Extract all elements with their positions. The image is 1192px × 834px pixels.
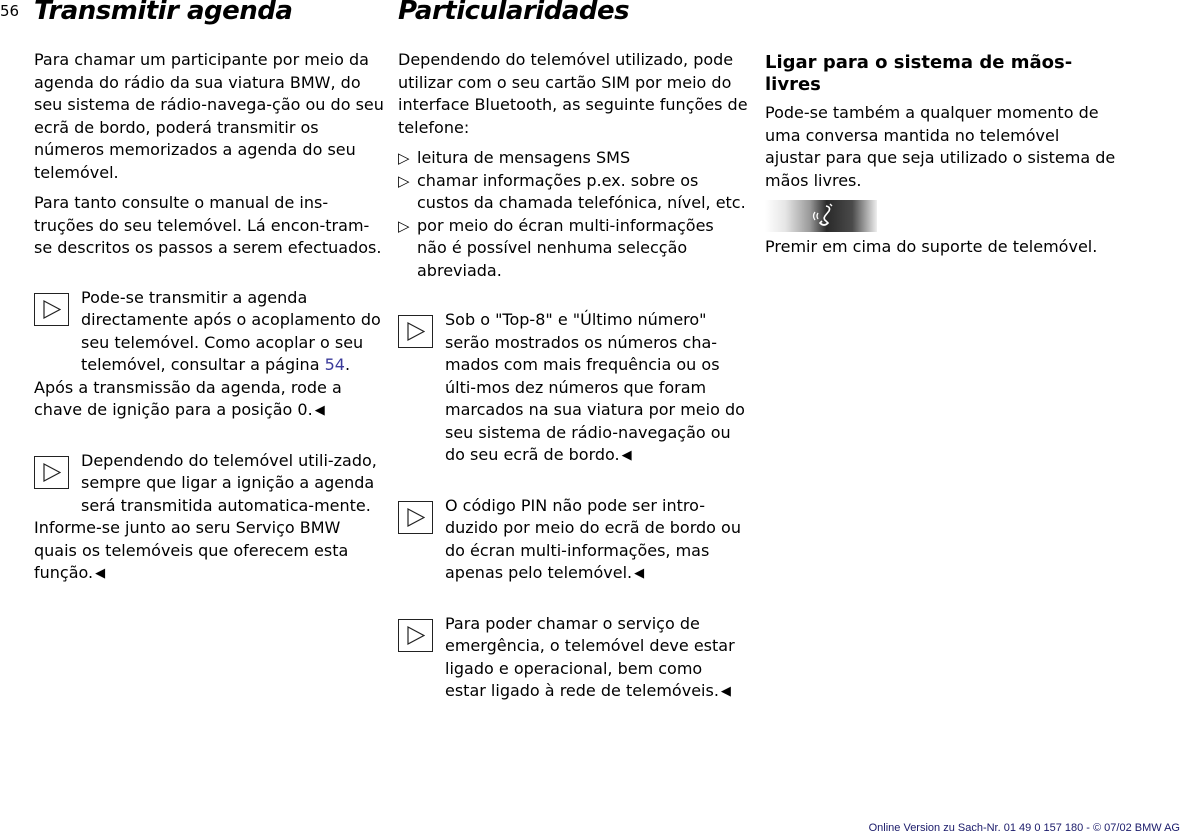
page-number: 56 [0,2,20,20]
note-triangle-icon [398,619,433,652]
left-paragraph-1: Para chamar um participante por meio da agenda do rádio da sua viatura BMW, do seu sistema de rádio-navega-ção ou do seu ecrã de bordo, poderá transmitir os números memorizados a agenda do seu telemóvel. [34,50,384,182]
note-block [398,309,748,468]
note-text: Sob o "Top-8" e "Último número" serão mostrados os números cha-mados com mais frequência ou os últi-mos dez números que foram marcados na sua viatura por meio do seu sistema de rádio-navegação ou do seu ecrã de bordo. [445,310,745,464]
handsfree-button-icon [765,200,877,232]
note-text: Para poder chamar o serviço de emergência, o telemóvel deve estar ligado e operacional, bem como estar ligado à rede de telemóveis. [445,613,735,700]
note-text: O código PIN não pode ser intro-duzido por meio do ecrã de bordo ou do écran multi-informações, mas apenas pelo telemóvel. [445,495,741,582]
middle-intro: Dependendo do telemóvel utilizado, pode utilizar com o seu cartão SIM por meio do interface Bluetooth, as seguinte funções de telefone: [398,50,748,137]
bullet-triangle-icon: ▷ [398,149,410,167]
note-triangle-icon [34,456,69,489]
right-paragraph-2: Premir em cima do suporte de telemóvel. [765,237,1098,256]
list-item: ▷ por meio do écran multi-informações não é possível nenhuma selecção abreviada. [398,215,714,280]
note-block: Pode-se transmitir a agenda directamente após o acoplamento do seu telemóvel. Como acoplar o seu telemóvel, consultar a página 54. Após a transmissão da agenda, rode a chave de ignição para a posição 0. ◀ [34,287,384,423]
section-heading: Ligar para o sistema de mãos-livres [765,52,1073,95]
note-block [398,613,748,704]
left-paragraph-2: Para tanto consulte o manual de ins-truções do seu telemóvel. Lá encon-tram-se descritos os passos a serem efectuados. [34,193,382,257]
end-mark-icon: ◀ [720,684,731,699]
note-block [398,495,748,586]
right-column [765,52,1117,267]
note-triangle-icon [398,501,433,534]
page-reference-link[interactable]: 54 [324,355,345,374]
end-mark-icon: ◀ [634,566,645,581]
note-triangle-icon [398,315,433,348]
left-column [34,49,384,586]
list-item: ▷ chamar informações p.ex. sobre os custos da chamada telefónica, nível, etc. [398,170,746,212]
left-heading: Transmitir agenda [34,0,293,26]
note-text: Pode-se transmitir a agenda directamente após o acoplamento do seu telemóvel. Como acoplar o seu telemóvel, consultar a página [81,287,381,374]
middle-column [398,49,748,704]
footer: Online Version zu Sach-Nr. 01 49 0 157 180 - © 07/02 BMW AG [868,822,1180,834]
bullet-triangle-icon: ▷ [398,216,410,235]
note-text: Após a transmissão da agenda, rode a chave de ignição para a posição 0. ◀ [34,377,384,423]
right-paragraph-1: Pode-se também a qualquer momento de uma conversa mantida no telemóvel ajustar para que seja utilizado o sistema de mãos livres. [765,103,1116,190]
bullet-list [398,147,748,282]
note-text: Informe-se junto ao seru Serviço BMW quais os telemóveis que oferecem esta função. ◀ [34,517,384,586]
bullet-triangle-icon: ▷ [398,171,410,190]
note-triangle-icon [34,293,69,326]
middle-heading: Particularidades [398,0,630,26]
list-item: ▷ leitura de mensagens SMS [398,147,748,170]
end-mark-icon: ◀ [621,448,632,463]
note-text: Dependendo do telemóvel utili-zado, sempre que ligar a ignição a agenda será transmitida automatica-mente. [81,450,377,515]
end-mark-icon: ◀ [95,566,106,581]
note-block [34,450,384,586]
end-mark-icon: ◀ [314,403,325,418]
